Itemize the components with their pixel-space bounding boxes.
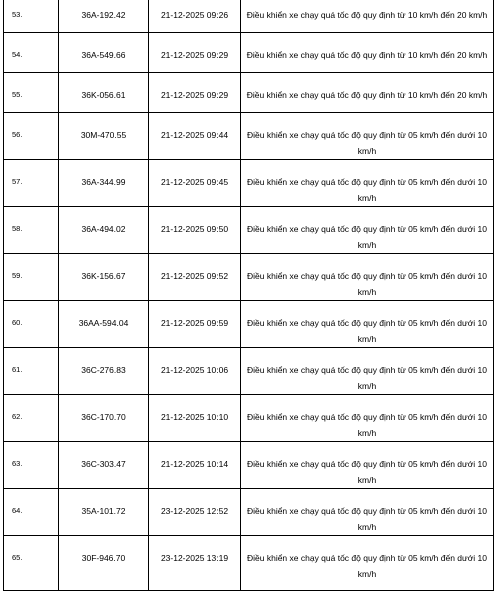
row-number: 57. — [4, 160, 59, 207]
license-plate: 36A-344.99 — [59, 160, 149, 207]
license-plate: 36K-156.67 — [59, 254, 149, 301]
license-plate: 36C-170.70 — [59, 395, 149, 442]
violation-description: Điều khiển xe chạy quá tốc độ quy định từ 05 km/h đến dưới 10 km/h — [241, 489, 494, 536]
violation-description: Điều khiển xe chạy quá tốc độ quy định từ 05 km/h đến dưới 10 km/h — [241, 395, 494, 442]
table-row — [4, 395, 494, 442]
license-plate: 35A-101.72 — [59, 489, 149, 536]
row-number: 62. — [4, 395, 59, 442]
violation-time: 23-12-2025 12:52 — [149, 489, 241, 536]
violation-time: 23-12-2025 13:19 — [149, 536, 241, 591]
violation-time: 21-12-2025 10:06 — [149, 348, 241, 395]
row-number: 53. — [4, 0, 59, 33]
violation-description: Điều khiển xe chạy quá tốc độ quy định từ 10 km/h đến 20 km/h — [241, 73, 494, 113]
violation-description: Điều khiển xe chạy quá tốc độ quy định từ 05 km/h đến dưới 10 km/h — [241, 301, 494, 348]
violation-description: Điều khiển xe chạy quá tốc độ quy định từ 05 km/h đến dưới 10 km/h — [241, 160, 494, 207]
row-number: 60. — [4, 301, 59, 348]
table-row — [4, 489, 494, 536]
license-plate: 30M-470.55 — [59, 113, 149, 160]
violation-time: 21-12-2025 09:50 — [149, 207, 241, 254]
violation-time: 21-12-2025 09:52 — [149, 254, 241, 301]
violation-time: 21-12-2025 09:29 — [149, 33, 241, 73]
table-row — [4, 160, 494, 207]
license-plate: 30F-946.70 — [59, 536, 149, 591]
row-number: 58. — [4, 207, 59, 254]
row-number: 54. — [4, 33, 59, 73]
row-number: 56. — [4, 113, 59, 160]
violation-time: 21-12-2025 09:29 — [149, 73, 241, 113]
violations-table — [3, 0, 494, 591]
violation-description: Điều khiển xe chạy quá tốc độ quy định từ 05 km/h đến dưới 10 km/h — [241, 254, 494, 301]
row-number: 55. — [4, 73, 59, 113]
row-number: 63. — [4, 442, 59, 489]
violation-time: 21-12-2025 09:59 — [149, 301, 241, 348]
violation-description: Điều khiển xe chạy quá tốc độ quy định từ 05 km/h đến dưới 10 km/h — [241, 207, 494, 254]
license-plate: 36C-276.83 — [59, 348, 149, 395]
license-plate: 36K-056.61 — [59, 73, 149, 113]
table-row — [4, 73, 494, 113]
violation-time: 21-12-2025 09:26 — [149, 0, 241, 33]
violation-description: Điều khiển xe chạy quá tốc độ quy định từ 10 km/h đến 20 km/h — [241, 33, 494, 73]
table-row — [4, 33, 494, 73]
violation-description: Điều khiển xe chạy quá tốc độ quy định từ 10 km/h đến 20 km/h — [241, 0, 494, 33]
license-plate: 36A-549.66 — [59, 33, 149, 73]
table-row — [4, 113, 494, 160]
row-number: 64. — [4, 489, 59, 536]
row-number: 61. — [4, 348, 59, 395]
row-number: 65. — [4, 536, 59, 591]
violation-description: Điều khiển xe chạy quá tốc độ quy định từ 05 km/h đến dưới 10 km/h — [241, 442, 494, 489]
table-row — [4, 442, 494, 489]
violation-time: 21-12-2025 09:44 — [149, 113, 241, 160]
license-plate: 36A-494.02 — [59, 207, 149, 254]
violation-time: 21-12-2025 10:14 — [149, 442, 241, 489]
license-plate: 36C-303.47 — [59, 442, 149, 489]
table-row — [4, 301, 494, 348]
row-number: 59. — [4, 254, 59, 301]
license-plate: 36A-192.42 — [59, 0, 149, 33]
table-row — [4, 348, 494, 395]
table-row — [4, 536, 494, 591]
table-row — [4, 0, 494, 33]
table-row — [4, 254, 494, 301]
violation-description: Điều khiển xe chạy quá tốc độ quy định từ 05 km/h đến dưới 10 km/h — [241, 113, 494, 160]
violation-time: 21-12-2025 10:10 — [149, 395, 241, 442]
violation-time: 21-12-2025 09:45 — [149, 160, 241, 207]
license-plate: 36AA-594.04 — [59, 301, 149, 348]
violation-description: Điều khiển xe chạy quá tốc độ quy định từ 05 km/h đến dưới 10 km/h — [241, 348, 494, 395]
violation-description: Điều khiển xe chạy quá tốc độ quy định từ 05 km/h đến dưới 10 km/h — [241, 536, 494, 591]
table-row — [4, 207, 494, 254]
